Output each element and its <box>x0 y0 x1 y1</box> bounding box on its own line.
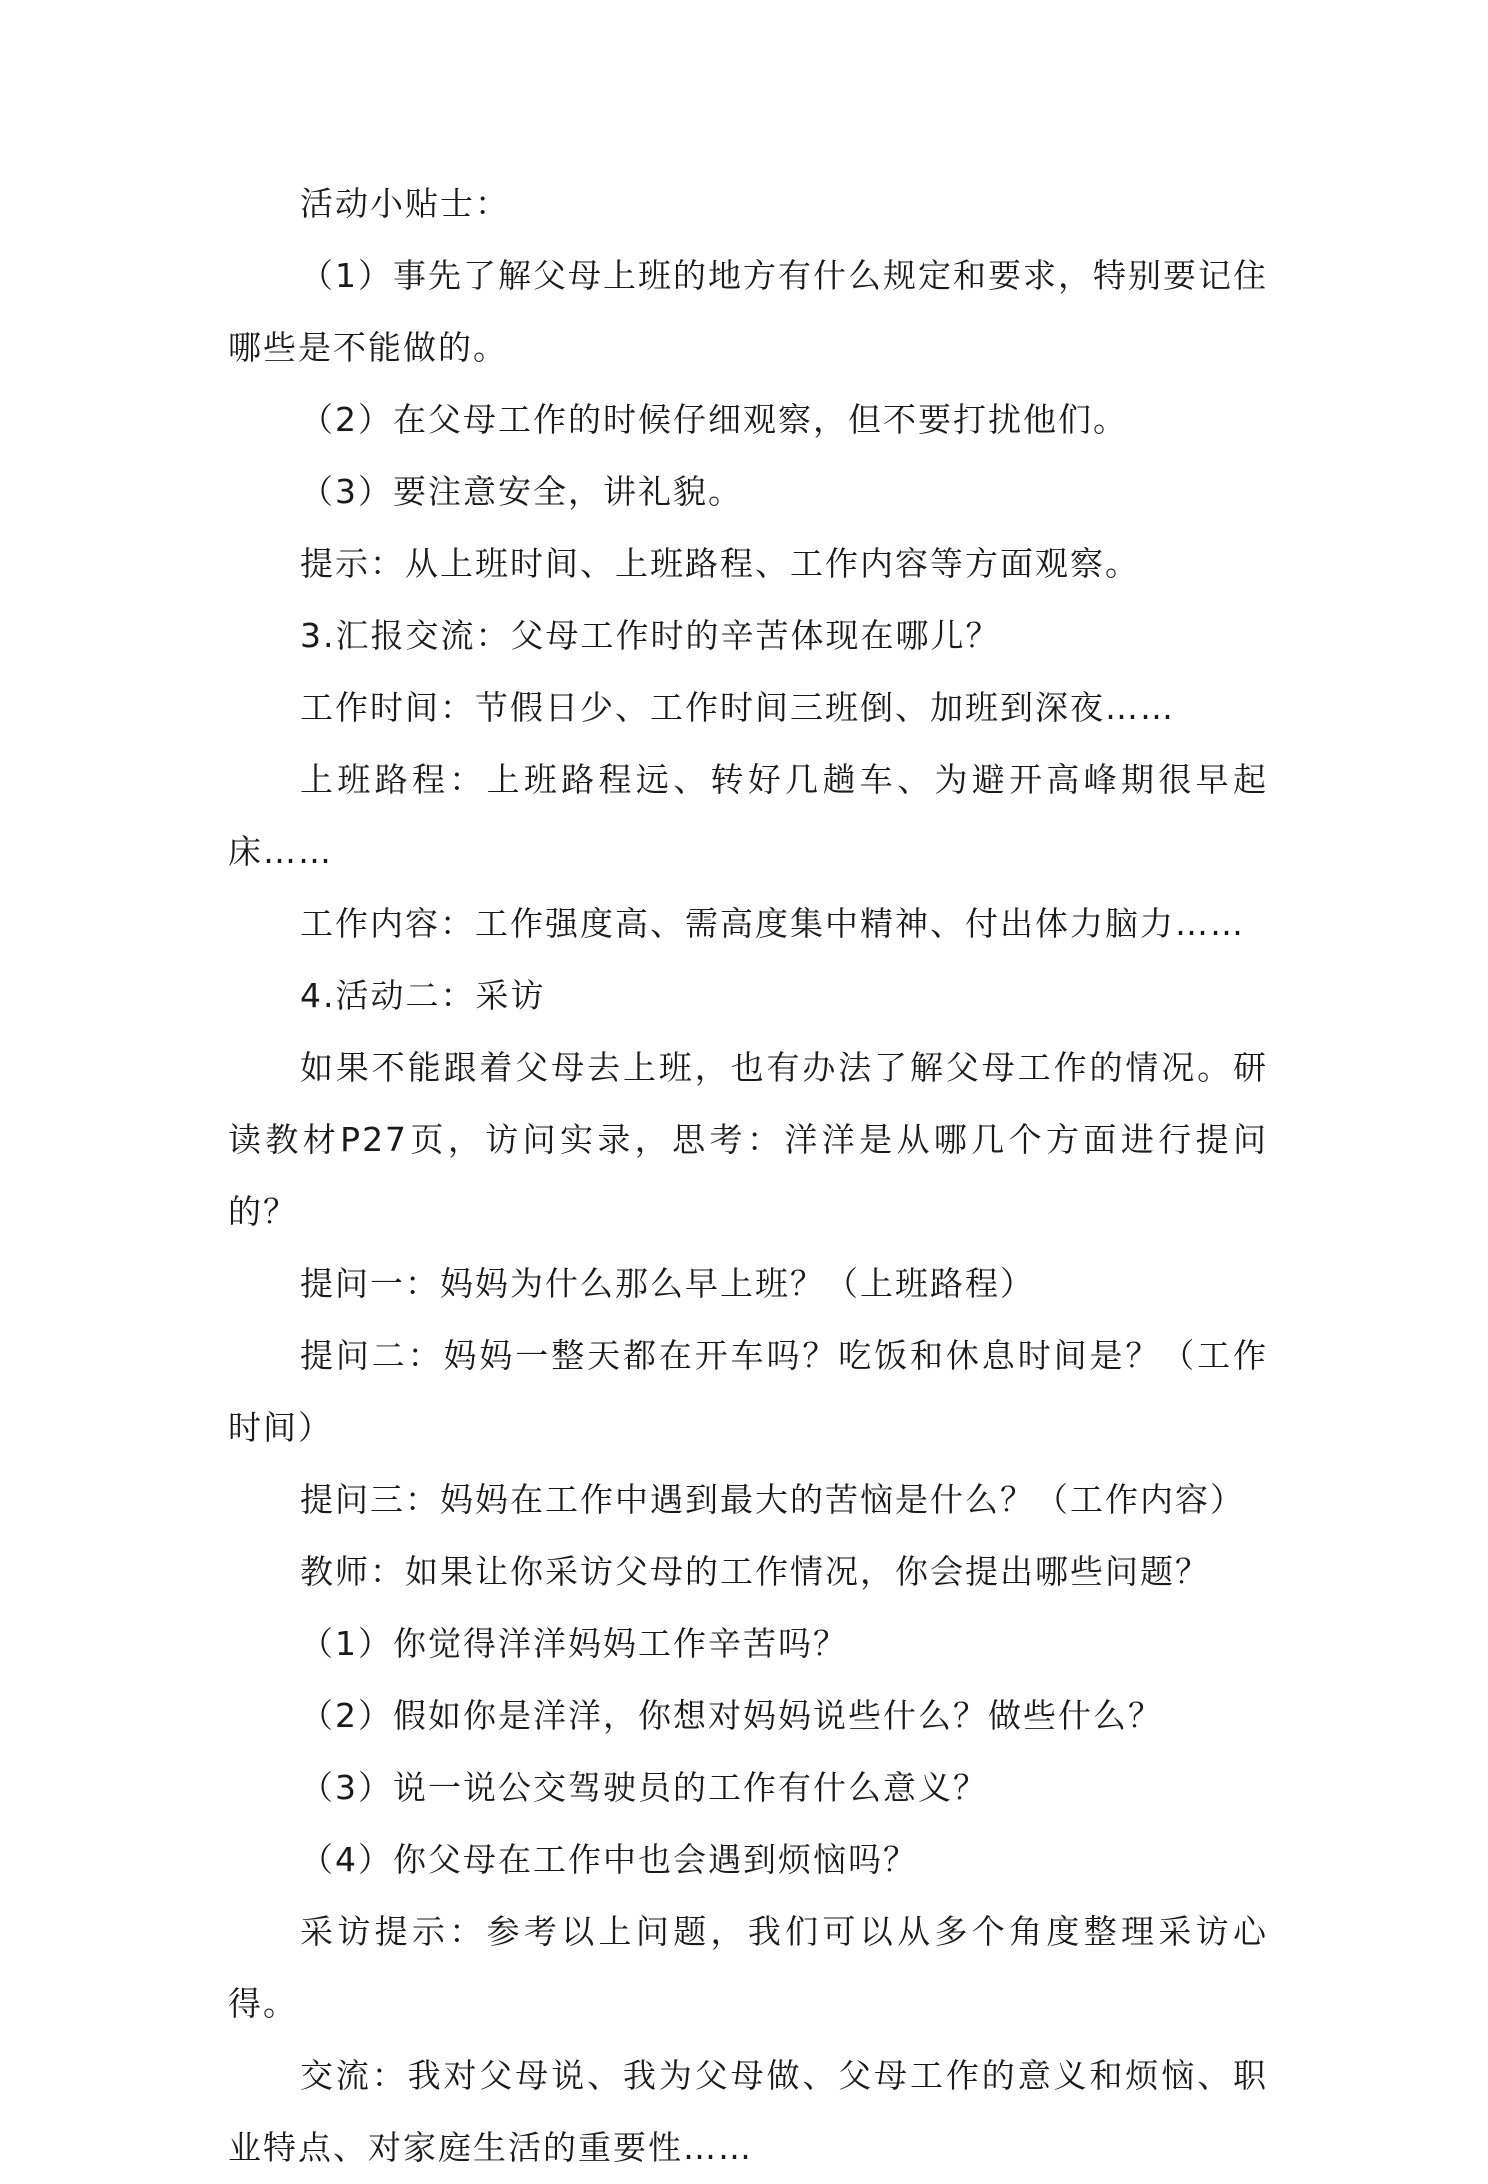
paragraph-work-content: 工作内容：工作强度高、需高度集中精神、付出体力脑力…… <box>300 904 1245 943</box>
paragraph-teacher-prompt: 教师：如果让你采访父母的工作情况，你会提出哪些问题？ <box>300 1552 1210 1591</box>
paragraph-observation-hint: 提示：从上班时间、上班路程、工作内容等方面观察。 <box>300 544 1140 583</box>
paragraph-section-3-heading: 3.汇报交流：父母工作时的辛苦体现在哪儿？ <box>300 616 1001 655</box>
paragraph-teacher-question-2: （2）假如你是洋洋，你想对妈妈说些什么？做些什么？ <box>300 1696 1163 1735</box>
paragraph-question-1: 提问一：妈妈为什么那么早上班？（上班路程） <box>300 1264 1035 1303</box>
paragraph-exchange: 交流：我对父母说、我为父母做、父母工作的意义和烦恼、职业特点、对家庭生活的重要性…… <box>228 2056 1268 2167</box>
document-body <box>228 168 1268 2184</box>
paragraph-tip-3: （3）要注意安全，讲礼貌。 <box>300 472 743 511</box>
paragraph-teacher-question-1: （1）你觉得洋洋妈妈工作辛苦吗？ <box>300 1624 848 1663</box>
paragraph-tip-2: （2）在父母工作的时候仔细观察，但不要打扰他们。 <box>300 400 1128 439</box>
paragraph-teacher-question-3: （3）说一说公交驾驶员的工作有什么意义？ <box>300 1768 988 1807</box>
paragraph-question-3: 提问三：妈妈在工作中遇到最大的苦恼是什么？（工作内容） <box>300 1480 1245 1519</box>
paragraph-interview-intro: 如果不能跟着父母去上班，也有办法了解父母工作的情况。研读教材P27页，访问实录，思考：洋洋是从哪几个方面进行提问的？ <box>228 1048 1268 1231</box>
paragraph-interview-hint: 采访提示：参考以上问题，我们可以从多个角度整理采访心得。 <box>228 1912 1268 2023</box>
paragraph-question-2: 提问二：妈妈一整天都在开车吗？吃饭和休息时间是？（工作时间） <box>228 1336 1268 1447</box>
paragraph-work-time: 工作时间：节假日少、工作时间三班倒、加班到深夜…… <box>300 688 1175 727</box>
paragraph-tip-1: （1）事先了解父母上班的地方有什么规定和要求，特别要记住哪些是不能做的。 <box>228 256 1268 367</box>
paragraph-teacher-question-4: （4）你父母在工作中也会遇到烦恼吗？ <box>300 1840 918 1879</box>
paragraph-commute: 上班路程：上班路程远、转好几趟车、为避开高峰期很早起床…… <box>228 760 1268 871</box>
paragraph-activity-tips-heading: 活动小贴士： <box>300 184 510 223</box>
paragraph-section-4-heading: 4.活动二：采访 <box>300 976 546 1015</box>
